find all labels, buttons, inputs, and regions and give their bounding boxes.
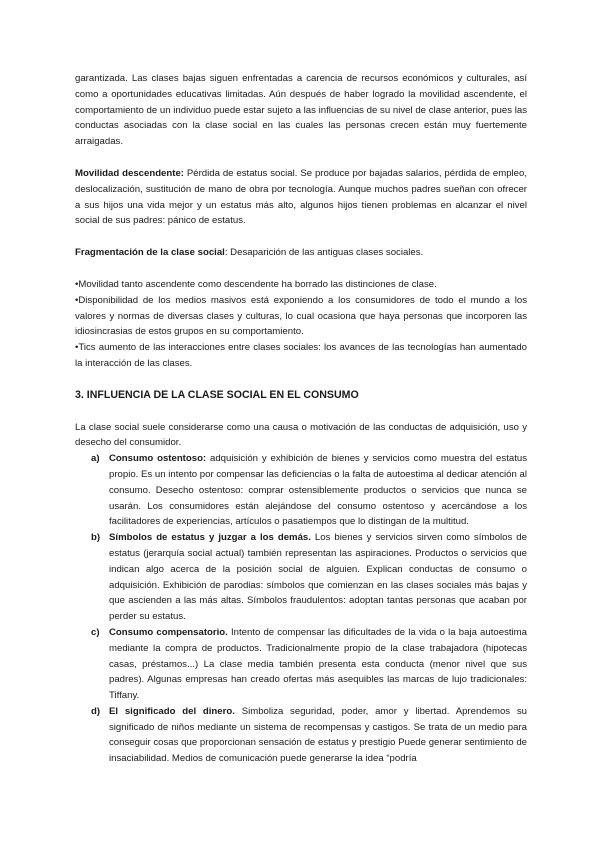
section-intro: La clase social suele considerarse como una causa o motivación de las conductas de adquisición, uso y desecho del consumidor. [75, 421, 527, 449]
term-fragmentacion: Fragmentación de la clase social [75, 247, 225, 259]
list-item-text: Simboliza seguridad, poder, amor y libertad. Aprendemos su significado de niños mediante un sistema de recompensas y castigos. Se trata de un medio para conseguir cosas que proporcionan sensación de estatus y prestigio Puede generar sentimiento de insaciabilidad. Medios de comunicación puede generarse la idea “podría [109, 705, 528, 765]
list-item-term: Consumo ostentoso: [109, 453, 207, 465]
list-item [75, 704, 527, 767]
bullet-item: •Disponibilidad de los medios masivos está exponiendo a los consumidores de todo el mundo a los valores y normas de diversas clases y culturas, lo cual ocasiona que haya personas que incorporen las idiosincrasias de estos grupos en su comportamiento. [75, 294, 527, 338]
text-fragmentacion: : Desaparición de las antiguas clases sociales. [224, 247, 424, 259]
list-item-term: El significado del dinero. [109, 705, 235, 717]
paragraph-continuation: garantizada. Las clases bajas siguen enfrentadas a carencia de recursos económicos y culturales, así como a oportunidades educativas limitadas. Aún después de haber logrado la movilidad ascendente, el comportamiento de un individuo puede estar sujeto a las influencias de su nivel de clase anterior, pues las conductas asociadas con la clase social en las cuales las personas crecen están muy fuertemente arraigadas. [75, 73, 527, 148]
influence-list [75, 451, 527, 767]
list-item-text: adquisición y exhibición de bienes y servicios como muestra del estatus propio. Es un intento por compensar las deficiencias o la falta de autoestima al dedicar atención al consumo. Desecho ostentoso: comprar ostensiblemente productos o servicios que nunca se usarán. Los consumidores están alejándose del consumo ostentoso y acercándose a los facilitadores de experiencias, artículos o pasatiempos que lo distingan de la multitud. [109, 453, 527, 528]
list-marker: c) [91, 626, 100, 638]
page-content [75, 71, 527, 767]
list-marker: d) [91, 705, 101, 717]
list-item-text: Los bienes y servicios sirven como símbolos de estatus (jerarquía social actual) también representan las aspiraciones. Productos o servicios que indican algo acerca de la posición social de alguien. Explican conductas de consumo o adquisición. Exhibición de parodias: símbolos que comienzan en las clases sociales más bajas y que ascienden a las más altas. Símbolos fraudulentos: adoptan tantas personas que acaban por perder su estatus. [109, 532, 527, 623]
bullet-item: •Movilidad tanto ascendente como descendente ha borrado las distinciones de clase. [75, 278, 437, 290]
term-movilidad-descendente: Movilidad descendente: [75, 167, 184, 179]
text-movilidad-descendente: Pérdida de estatus social. Se produce por bajadas salarios, pérdida de empleo, deslocalización, sustitución de mano de obra por tecnología. Aunque muchos padres sueñan con ofrecer a sus hijos una vida mejor y un estatus más alto, algunos hijos tienen problemas en alcanzar el nivel social de sus padres: pánico de estatus. [75, 167, 527, 227]
list-item [75, 451, 527, 530]
list-marker: a) [91, 453, 100, 465]
list-marker: b) [91, 532, 101, 544]
list-item [75, 530, 527, 625]
list-item [75, 625, 527, 704]
bullet-item: •Tics aumento de las interacciones entre clases sociales: los avances de las tecnologías han aumentado la interacción de las clases. [75, 342, 527, 369]
paragraph-movilidad [75, 166, 527, 229]
list-item-text: Intento de compensar las dificultades de la vida o la baja autoestima mediante la compra de productos. Tradicionalmente propio de la clase trabajadora (hipotecas casas, préstamos...) La clase media también presenta esta conducta (menor nivel que sus padres). Algunas empresas han creado ofertas más asequibles las marcas de lujo tradicionales: Tiffany. [109, 626, 527, 702]
list-item-term: Consumo compensatorio. [109, 626, 228, 638]
section-heading: 3. INFLUENCIA DE LA CLASE SOCIAL EN EL CONSUMO [75, 388, 359, 401]
list-item-term: Símbolos de estatus y juzgar a los demás. [109, 532, 311, 544]
paragraph-fragmentacion [75, 245, 527, 261]
